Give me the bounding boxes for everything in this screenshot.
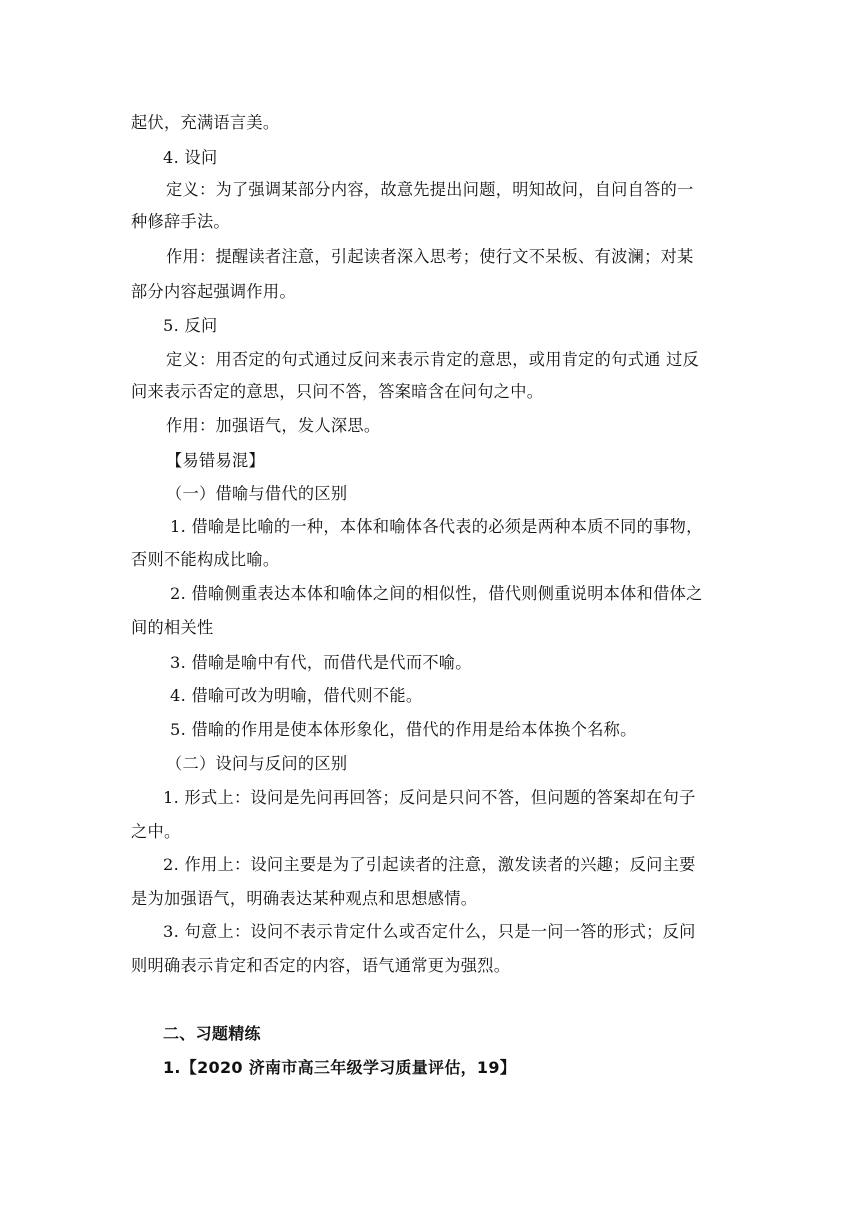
paragraph-line: 起伏，充满语言美。 [131,113,280,132]
list-item: 1. 借喻是比喻的一种，本体和喻体各代表的必须是两种本质不同的事物， [170,517,703,536]
exercise-heading: 1.【2020 济南市高三年级学习质量评估，19】 [163,1058,517,1077]
paragraph-line: 种修辞手法。 [131,212,230,231]
section-heading-4: 4. 设问 [163,148,218,167]
section-title-exercises: 二、习题精练 [163,1024,261,1043]
paragraph-line: 部分内容起强调作用。 [131,282,296,301]
subsection-heading: （一）借喻与借代的区别 [166,484,348,503]
subsection-heading: 【易错易混】 [166,451,265,470]
paragraph-line: 定义：为了强调某部分内容，故意先提出问题，明知故问，自问自答的一 [166,180,694,199]
list-item-continuation: 之中。 [131,822,181,841]
subsection-heading: （二）设问与反问的区别 [166,754,348,773]
list-item-continuation: 则明确表示肯定和否定的内容，语气通常更为强烈。 [131,956,511,975]
section-heading-5: 5. 反问 [163,316,218,335]
list-item: 4. 借喻可改为明喻，借代则不能。 [170,686,423,705]
list-item: 3. 借喻是喻中有代，而借代是代而不喻。 [170,653,472,672]
list-item: 5. 借喻的作用是使本体形象化，借代的作用是给本体换个名称。 [170,720,637,739]
list-item: 1. 形式上：设问是先问再回答；反问是只问不答，但问题的答案却在句子 [163,788,696,807]
list-item-continuation: 否则不能构成比喻。 [131,550,280,569]
paragraph-line: 定义：用否定的句式通过反问来表示肯定的意思，或用肯定的句式通 过反 [166,350,700,369]
list-item-continuation: 是为加强语气，明确表达某种观点和思想感情。 [131,889,478,908]
list-item: 2. 作用上：设问主要是为了引起读者的注意，激发读者的兴趣；反问主要 [163,855,696,874]
list-item: 3. 句意上：设问不表示肯定什么或否定什么，只是一问一答的形式；反问 [163,922,696,941]
paragraph-line: 作用：加强语气，发人深思。 [166,416,381,435]
paragraph-line: 问来表示否定的意思，只问不答，答案暗含在问句之中。 [131,382,544,401]
list-item: 2. 借喻侧重表达本体和喻体之间的相似性，借代则侧重说明本体和借体之 [170,584,703,603]
paragraph-line: 作用：提醒读者注意，引起读者深入思考；使行文不呆板、有波澜；对某 [166,247,694,266]
list-item-continuation: 间的相关性 [131,618,214,637]
